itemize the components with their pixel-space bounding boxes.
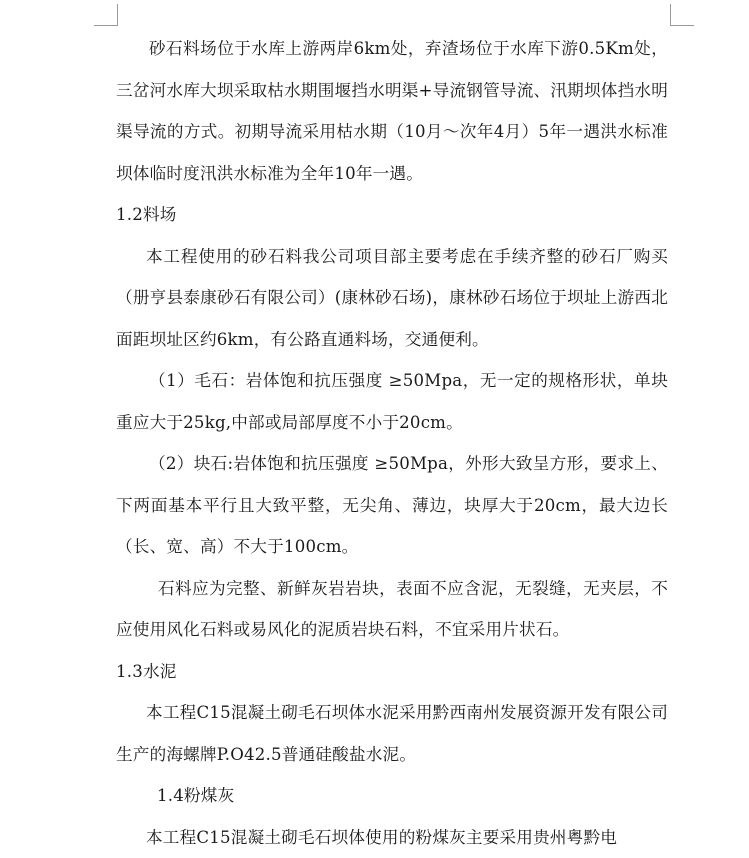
paragraph-material-source: 本工程使用的砂石料我公司项目部主要考虑在手续齐整的砂石厂购买（册亨县泰康砂石有限公司）(康林砂石场)，康林砂石场位于坝址上游西北面距坝址区约6km，有公路直通料场，交通便利。 [116,236,668,361]
crop-mark-top-left [94,25,118,26]
crop-mark-top-left [117,4,118,26]
section-heading-material-yard: 1.2料场 [116,194,668,236]
paragraph-cement: 本工程C15混凝土砌毛石坝体水泥采用黔西南州发展资源开发有限公司生产的海螺牌P.O42.5普通硅酸盐水泥。 [116,692,668,775]
paragraph-fly-ash: 本工程C15混凝土砌毛石坝体使用的粉煤灰主要采用贵州粤黔电 [116,817,668,858]
crop-mark-top-right [670,25,694,26]
paragraph-stone-quality: 石料应为完整、新鲜灰岩岩块，表面不应含泥，无裂缝，无夹层，不应使用风化石料或易风化的泥质岩块石料，不宜采用片状石。 [116,568,668,651]
document-body [116,28,668,858]
paragraph-rubble-stone: （1）毛石：岩体饱和抗压强度 ≥50Mpa，无一定的规格形状，单块重应大于25kg,中部或局部厚度不小于20cm。 [116,360,668,443]
paragraph-block-stone: （2）块石:岩体饱和抗压强度 ≥50Mpa，外形大致呈方形，要求上、下两面基本平行且大致平整，无尖角、薄边，块厚大于20cm，最大边长（长、宽、高）不大于100cm。 [116,443,668,568]
section-heading-fly-ash: 1.4粉煤灰 [116,775,668,817]
section-heading-cement: 1.3水泥 [116,651,668,693]
paragraph-diversion: 砂石料场位于水库上游两岸6km处，弃渣场位于水库下游0.5Km处，三岔河水库大坝采取枯水期围堰挡水明渠+导流钢管导流、汛期坝体挡水明渠导流的方式。初期导流采用枯水期（10月～次年4月）5年一遇洪水标准坝体临时度汛洪水标准为全年10年一遇。 [116,28,668,194]
crop-mark-top-right [670,4,671,26]
